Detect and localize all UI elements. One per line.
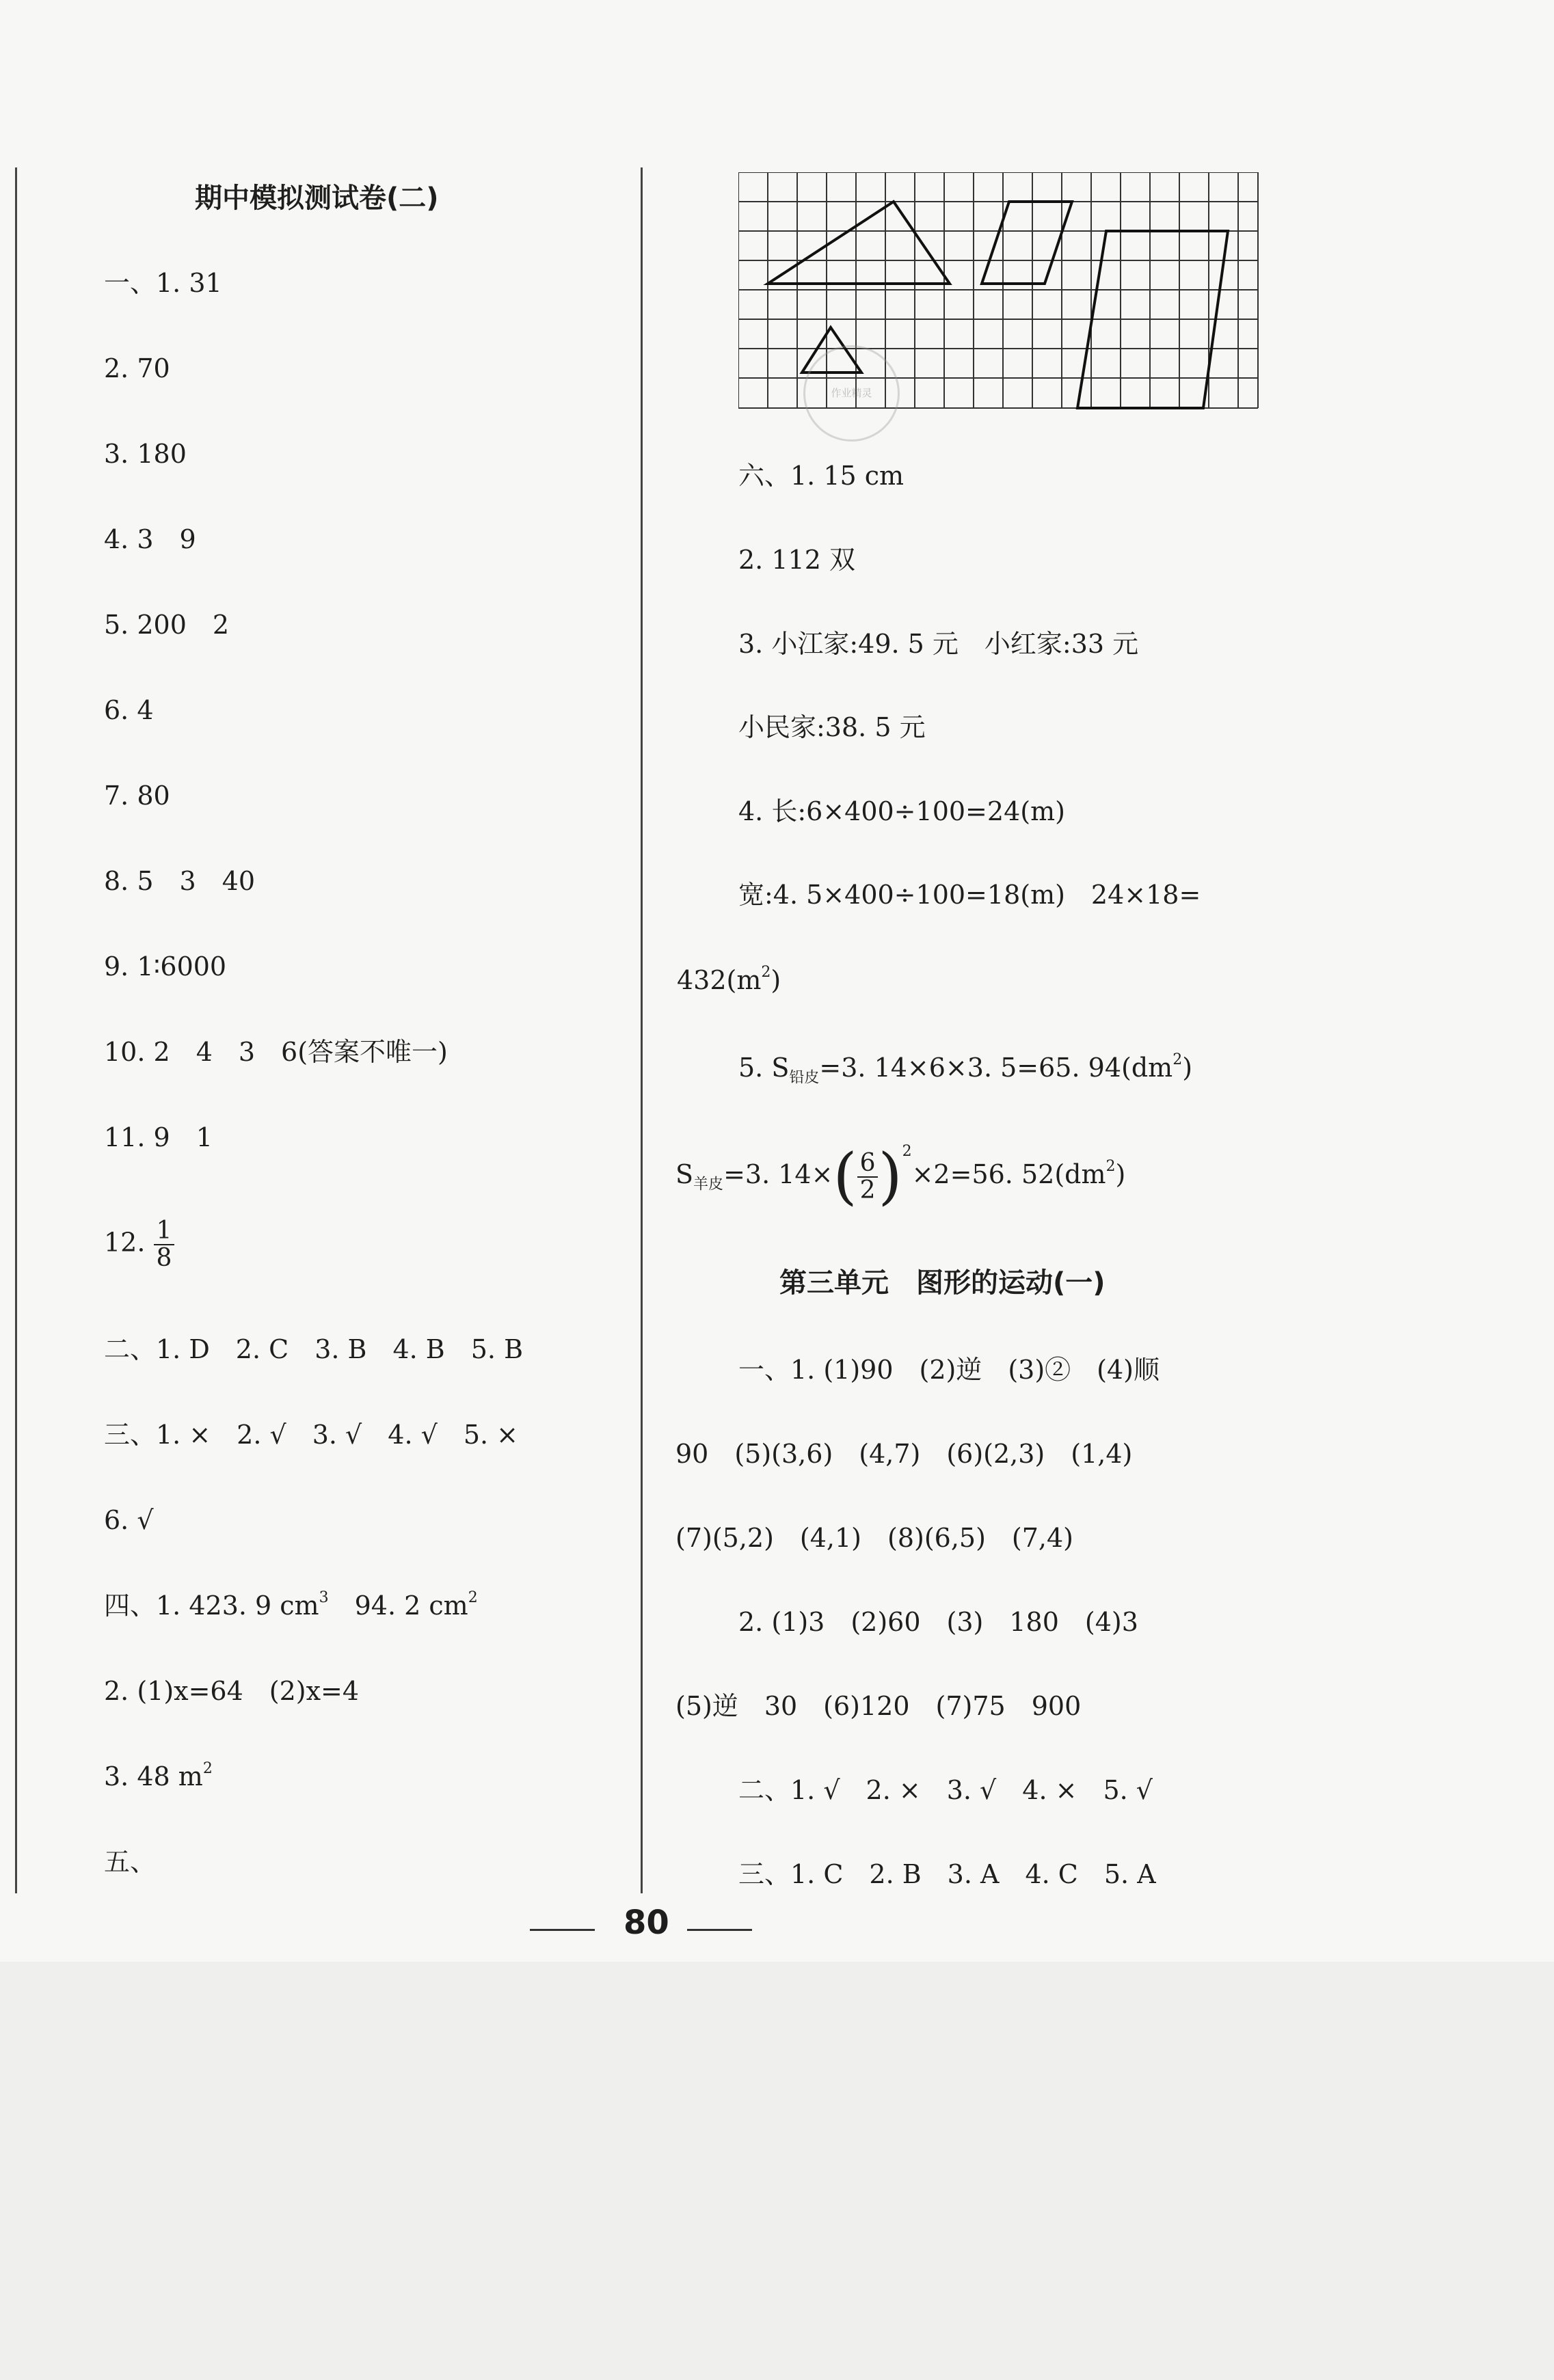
answer-line: 三、1. × 2. √ 3. √ 4. √ 5. × xyxy=(104,1420,518,1450)
answer-line xyxy=(677,964,781,997)
text-part: 432(m xyxy=(677,965,762,995)
watermark-stamp xyxy=(803,345,900,442)
answer-line: 小民家:38. 5 元 xyxy=(738,712,926,742)
superscript: 3 xyxy=(319,1589,329,1607)
superscript: 2 xyxy=(761,964,771,982)
answer-line: 3. 180 xyxy=(104,439,187,469)
answer-line: 90 (5)(3,6) (4,7) (6)(2,3) (1,4) xyxy=(675,1439,1133,1469)
fraction-numerator: 1 xyxy=(154,1218,175,1245)
page-number-rule-left xyxy=(530,1929,595,1931)
superscript: 2 xyxy=(202,1760,213,1778)
answer-line: 9. 1∶6000 xyxy=(104,951,227,982)
text-part: 四、1. 423. 9 cm xyxy=(104,1591,319,1621)
paren-right: ) xyxy=(878,1140,902,1213)
answer-line: 二、1. √ 2. × 3. √ 4. × 5. √ xyxy=(738,1775,1153,1805)
answer-line: 4. 3 9 xyxy=(104,524,196,554)
answer-line: 8. 5 3 40 xyxy=(104,866,256,896)
answer-line: 5. 200 2 xyxy=(104,610,230,640)
large-triangle xyxy=(768,202,950,284)
text-part: S xyxy=(675,1159,694,1189)
text-part: ) xyxy=(1115,1159,1126,1189)
answer-line: 六、1. 15 cm xyxy=(738,461,905,491)
text-part: ) xyxy=(771,965,781,995)
answer-line-formula xyxy=(675,1140,1126,1213)
answer-line: 10. 2 4 3 6(答案不唯一) xyxy=(104,1037,448,1067)
answer-line: 6. √ xyxy=(104,1505,154,1535)
answer-line: 五、 xyxy=(104,1847,157,1877)
answer-line: (7)(5,2) (4,1) (8)(6,5) (7,4) xyxy=(675,1523,1073,1553)
answer-line: 6. 4 xyxy=(104,695,154,725)
answer-line: 一、1. (1)90 (2)逆 (3)② (4)顺 xyxy=(738,1355,1160,1385)
page-number-rule-right xyxy=(687,1929,752,1931)
fraction-denominator: 2 xyxy=(859,1176,876,1204)
page-bottom-margin xyxy=(0,1962,1554,2380)
text-part: 94. 2 cm xyxy=(328,1591,468,1621)
answer-line xyxy=(104,1589,478,1622)
answer-line: 2. (1)x=64 (2)x=4 xyxy=(104,1676,360,1706)
answer-line: 2. (1)3 (2)60 (3) 180 (4)3 xyxy=(738,1607,1138,1637)
answer-line: (5)逆 30 (6)120 (7)75 900 xyxy=(675,1691,1082,1721)
subscript: 铅皮 xyxy=(789,1069,820,1087)
answer-line xyxy=(104,1760,213,1793)
page-number: 80 xyxy=(624,1904,669,1942)
left-margin-rule xyxy=(15,167,17,1893)
column-divider xyxy=(641,167,643,1893)
stamp-text: 作业精灵 xyxy=(831,387,872,399)
answer-line: 3. 小江家:49. 5 元 小红家:33 元 xyxy=(738,629,1139,659)
text-part: ×2=56. 52(dm xyxy=(911,1159,1106,1189)
fraction-numerator: 6 xyxy=(857,1150,879,1178)
text-part: =3. 14×6×3. 5=65. 94(dm xyxy=(819,1053,1173,1083)
small-parallelogram xyxy=(982,202,1072,284)
text-part: ) xyxy=(1182,1053,1193,1083)
text-part: 3. 48 m xyxy=(104,1761,203,1791)
superscript: 2 xyxy=(1106,1158,1116,1176)
item-number: 12. xyxy=(104,1227,146,1258)
answer-line: 二、1. D 2. C 3. B 4. B 5. B xyxy=(104,1334,523,1364)
text-part: 5. S xyxy=(738,1053,790,1083)
superscript: 2 xyxy=(902,1143,912,1161)
answer-line xyxy=(738,1051,1193,1087)
superscript: 2 xyxy=(468,1589,478,1607)
fraction-denominator: 8 xyxy=(156,1244,172,1272)
answer-line: 2. 112 双 xyxy=(738,545,855,575)
text-part: =3. 14× xyxy=(723,1159,833,1189)
answer-line: 2. 70 xyxy=(104,353,170,383)
answer-line: 4. 长:6×400÷100=24(m) xyxy=(738,796,1065,826)
answer-line: 一、1. 31 xyxy=(104,268,222,298)
superscript: 2 xyxy=(1173,1051,1183,1069)
answer-line: 11. 9 1 xyxy=(104,1122,213,1152)
answer-line: 三、1. C 2. B 3. A 4. C 5. A xyxy=(738,1859,1156,1889)
subscript: 羊皮 xyxy=(693,1176,724,1193)
answer-line-fraction xyxy=(104,1218,174,1271)
fraction xyxy=(857,1150,879,1204)
exam-title: 期中模拟测试卷(二) xyxy=(195,182,439,214)
answer-line: 宽:4. 5×400÷100=18(m) 24×18= xyxy=(738,880,1201,910)
fraction xyxy=(154,1218,175,1271)
answer-line: 7. 80 xyxy=(104,781,170,811)
section-title: 第三单元 图形的运动(一) xyxy=(779,1267,1106,1299)
paren-left: ( xyxy=(833,1140,857,1213)
